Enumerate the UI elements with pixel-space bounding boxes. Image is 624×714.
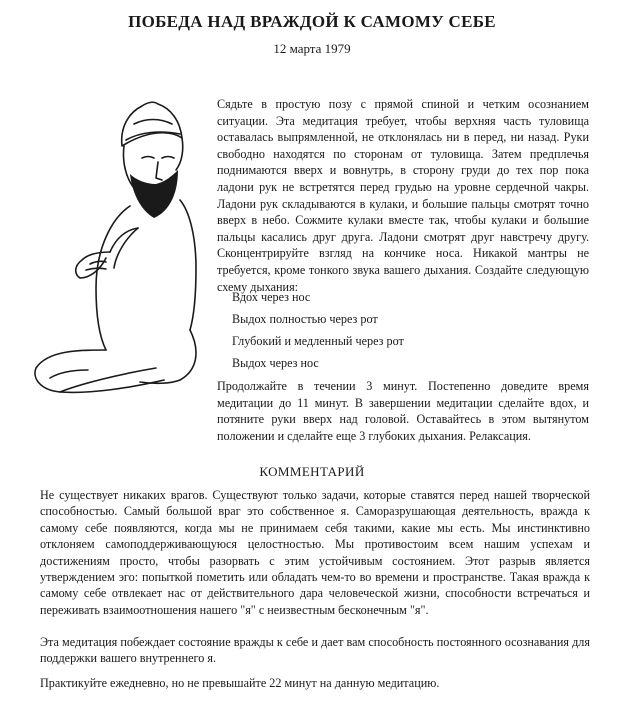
continuation-paragraph: Продолжайте в течении 3 минут. Постепенно доведите время медитации до 11 минут. В завершении медитации сделайте вдох, и потяните руки вверх над головой. Оставайтесь в этом вытянутом положении и сделайте еще 3 глубоких дыхания. Релаксация. bbox=[217, 379, 589, 443]
breath-step: Глубокий и медленный через рот bbox=[232, 334, 404, 348]
meditation-figure-illustration bbox=[30, 88, 220, 408]
breath-step: Выдох полностью через рот bbox=[232, 312, 378, 326]
page-date: 12 марта 1979 bbox=[273, 41, 351, 56]
instructions-paragraph: Сядьте в простую позу с прямой спиной и четким осознанием ситуации. Эта медитация требует, чтобы верхняя часть туловища оставалась выпрямленной, не отклонялась ни в перед, ни назад. Руки свободно находятся по сторонам от туловища. Затем предплечья поднимаются вверх и вовнутрь, в сторону груди до тех пор пока ладони рук не встретятся перед грудью на уровне сердечной чакры. Ладони рук складываются в кулаки, и большие пальцы смотрят точно вверх в небо. Сожмите кулаки вместе так, чтобы кулаки и большие пальцы касались друг друга. Ладони смотрят друг навстречу другу. Сконцентрируйте взгляд на кончике носа. Никакой мантры не требуется, кроме тонкого звука вашего дыхания. Создайте следующую схему дыхания: bbox=[217, 97, 589, 294]
breath-step: Вдох через нос bbox=[232, 290, 311, 304]
practice-paragraph: Практикуйте ежедневно, но не превышайте 22 минут на данную медитацию. bbox=[40, 676, 440, 690]
effect-paragraph: Эта медитация побеждает состояние вражды к себе и дает вам способность постоянного осознавания для поддержки вашего внутреннего я. bbox=[40, 635, 590, 666]
page-title: ПОБЕДА НАД ВРАЖДОЙ К САМОМУ СЕБЕ bbox=[128, 12, 496, 31]
breath-step: Выдох через нос bbox=[232, 356, 319, 370]
commentary-paragraph: Не существует никаких врагов. Существуют только задачи, которые ставятся перед нашей творческой способностью. Самый большой враг это собственное я. Саморазрушающая деятельность, вражда к самому себе появляются, когда мы не принимаем себя такими, какие мы есть. Мы инстинктивно отклоняем самоподдерживающуюся целостностью. Мы противостоим всем нашим успехам и достижениям просто, чтобы разорвать с этим устойчивым состоянием. Этот разрыв является утверждением эго: попыткой пометить или обладать чем-то во времени и пространстве. Такая вражда к самому себе отвлекает нас от действительного дара человеческой жизни, способности встречаться и переживать взаимоотношения нашего "я" с неизвестным бесконечным "я". bbox=[40, 488, 590, 617]
commentary-heading: КОММЕНТАРИЙ bbox=[259, 464, 365, 479]
